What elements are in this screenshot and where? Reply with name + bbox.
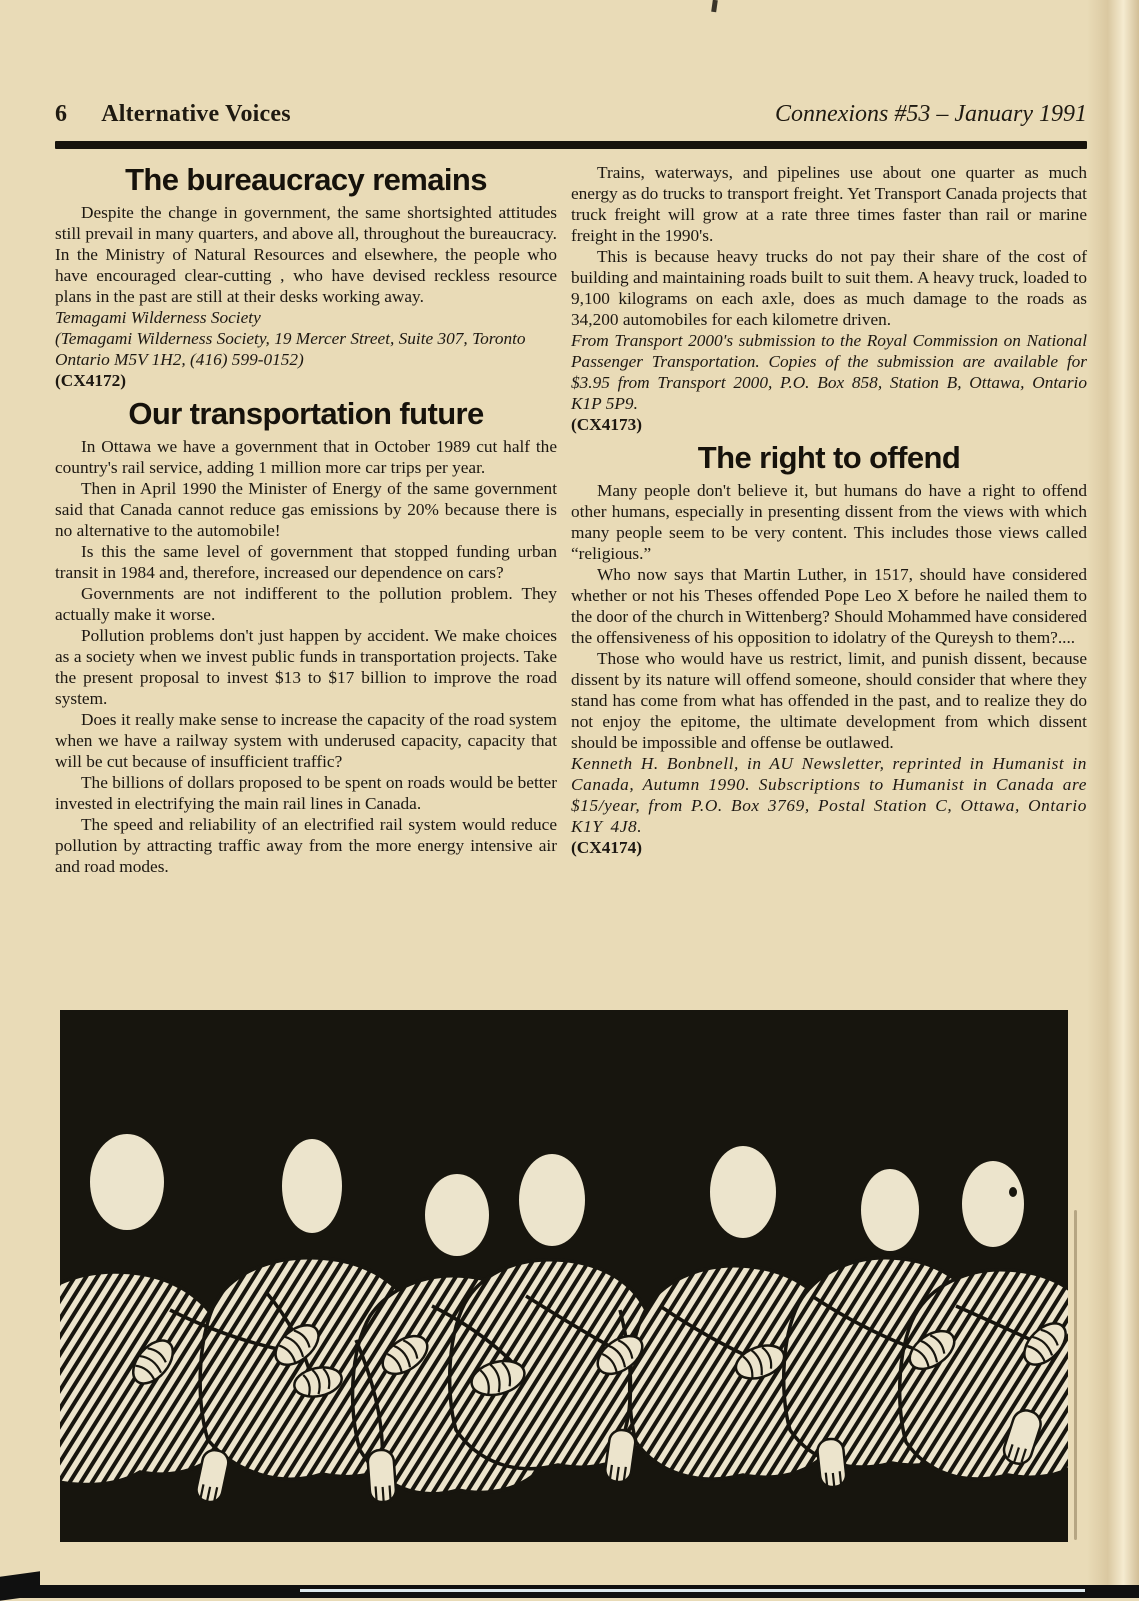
paragraph: Despite the change in government, the same shortsighted attitudes still prevail in many quarters, and above all, throughout the bureaucracy. In the Ministry of Natural Resources and elsewhere, the people who have encouraged clear-cutting , who have devised reckless resource plans in the past are still at their desks working away. [55, 203, 557, 306]
figure-head [282, 1139, 342, 1233]
paragraph: Governments are not indifferent to the pollution problem. They actually make it worse. [55, 584, 557, 624]
page-crease [1074, 1210, 1077, 1540]
section-title: Alternative Voices [101, 101, 291, 127]
paragraph: Pollution problems don't just happen by accident. We make choices as a society when we invest public funds in transportation projects. Take the present proposal to invest $13 to $17 billion to improve the road system. [55, 626, 557, 708]
left-column [55, 162, 557, 877]
paragraph: Who now says that Martin Luther, in 1517, should have considered whether or not his Theses offended Pope Leo X before he nailed them to the door of the church in Wittenberg? Should Mohammed have considered the offensiveness of his opposition to idolatry of the Qureysh to them?.... [571, 565, 1088, 647]
article-title-offend: The right to offend [697, 440, 961, 475]
catalogue-code: (CX4173) [571, 415, 643, 434]
illustration-svg [60, 1010, 1068, 1542]
paragraph: In Ottawa we have a government that in October 1989 cut half the country's rail service, adding 1 million more car trips per year. [55, 437, 557, 477]
credit-line: Kenneth H. Bonbnell, in AU Newsletter, reprinted in Humanist in Canada, Autumn 1990. Subscriptions to Humanist in Canada are $15/year, from P.O. Box 3769, Postal Station C, Ottawa, Ontario K1Y 4J8. [571, 754, 1087, 836]
scan-edge-sliver [300, 1589, 1085, 1592]
paragraph: Many people don't believe it, but humans do have a right to offend other humans, especially in presenting dissent from the views with which many people seem to be very content. This includes those views called “religious.” [571, 481, 1087, 563]
figure-head [962, 1161, 1024, 1247]
figure-head [90, 1134, 164, 1230]
paragraph: Trains, waterways, and pipelines use about one quarter as much energy as do trucks to transport freight. Yet Transport Canada projects that truck freight will grow at a rate three times faster than rail or marine freight in the 1990's. [571, 163, 1087, 245]
figure-head [519, 1154, 585, 1246]
figure-head [710, 1146, 776, 1238]
article-columns [55, 162, 1087, 877]
credit-line: Temagami Wilderness Society [55, 308, 261, 327]
head-ink-fleck [1009, 1187, 1017, 1197]
figure-head [425, 1174, 489, 1256]
catalogue-code: (CX4172) [55, 371, 127, 390]
paragraph: Does it really make sense to increase the capacity of the road system when we have a railway system with underused capacity, capacity that will be cut because of insufficient traffic? [55, 710, 557, 771]
figure-head [861, 1169, 919, 1251]
page-number: 6 [55, 101, 68, 127]
issue-title: Connexions #53 – January 1991 [775, 101, 1087, 127]
hand-dangling [367, 1449, 397, 1504]
credit-line: From Transport 2000's submission to the Royal Commission on National Passenger Transportation. Copies of the submission are available for $3.95 from Transport 2000, P.O. Box 858, Station B, Ottawa, Ontario K1P 5P9. [571, 331, 1087, 413]
credit-line: (Temagami Wilderness Society, 19 Mercer Street, Suite 307, Toronto Ontario M5V 1H2, (416) 599-0152) [55, 329, 526, 369]
page-header [55, 101, 1087, 128]
scan-mark-top [711, 0, 718, 12]
article-title-bureaucracy: The bureaucracy remains [125, 162, 487, 197]
paragraph: Those who would have us restrict, limit, and punish dissent, because dissent by its nature will offend someone, should consider that where they stand has come from what has offended in the past, and to realize they do not enjoy the epitome, the ultimate development from which dissent should be impossible and offense be outlawed. [571, 649, 1087, 752]
figure-body [900, 1270, 1068, 1479]
paragraph: Is this the same level of government that stopped funding urban transit in 1984 and, therefore, increased our dependence on cars? [55, 542, 557, 582]
illustration-figures-holding-hands [60, 1010, 1068, 1542]
catalogue-code: (CX4174) [571, 838, 643, 857]
paragraph: Then in April 1990 the Minister of Energy of the same government said that Canada cannot reduce gas emissions by 20% because there is no alternative to the automobile! [55, 479, 557, 540]
hand-dangling [816, 1438, 847, 1489]
header-left [55, 101, 291, 128]
paragraph: The billions of dollars proposed to be spent on roads would be better invested in electrifying the main rail lines in Canada. [55, 773, 557, 813]
paragraph: This is because heavy trucks do not pay their share of the cost of building and maintaining roads built to suit them. A heavy truck, loaded to 9,100 kilograms on each axle, does as much damage to the roads as 34,200 automobiles for each kilometre driven. [571, 247, 1087, 329]
article-title-transport: Our transportation future [128, 396, 484, 431]
right-column [571, 162, 1087, 877]
scan-edge-right [1087, 0, 1139, 1598]
paragraph: The speed and reliability of an electrified rail system would reduce pollution by attracting traffic away from the more energy intensive air and road modes. [55, 815, 557, 876]
header-rule [55, 141, 1087, 149]
